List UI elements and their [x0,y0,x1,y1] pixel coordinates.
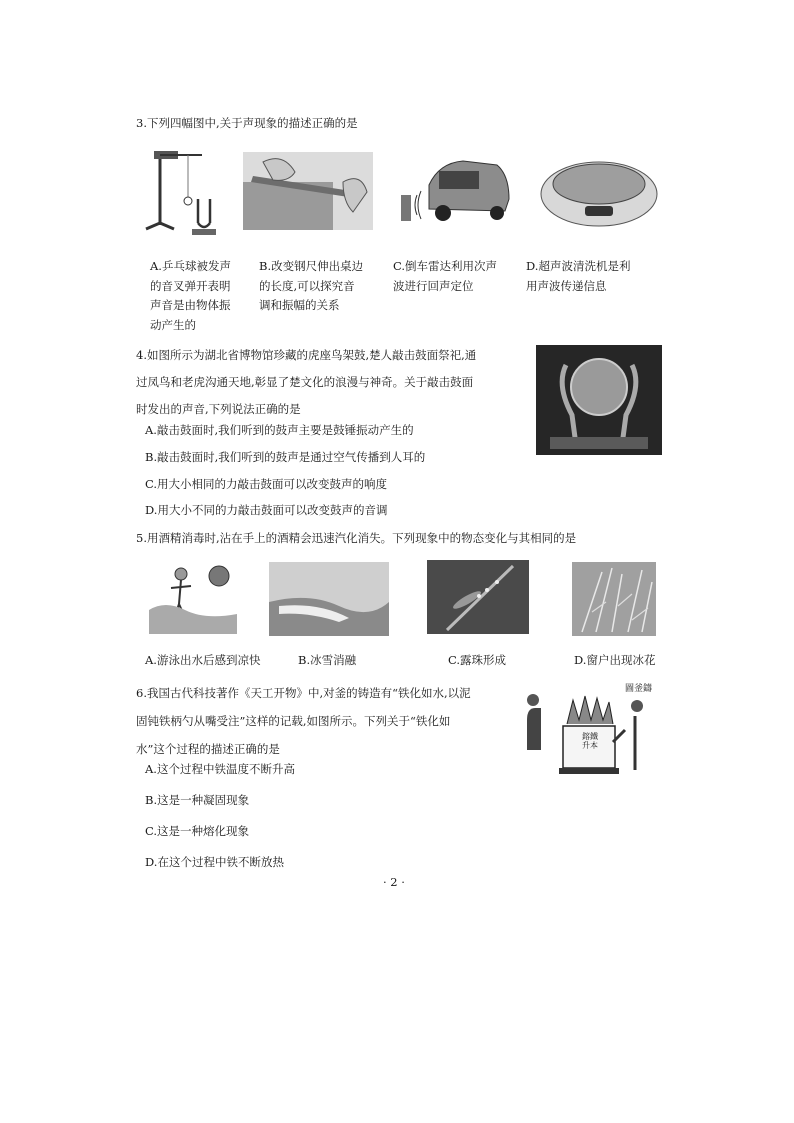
q6-option-c[interactable]: C.这是一种熔化现象 [145,824,250,838]
q3-option-b-line: 的长度,可以探究音 [259,278,355,293]
q3-option-c-line: 波进行回声定位 [393,278,474,293]
q4-stem [136,342,476,423]
q3-figure-car-radar [393,155,511,225]
q3-option-a-line: A.乒乓球被发声 [150,259,231,273]
q5-figure-dew-drops [427,560,529,634]
q3-stem: 3.下列四幅图中,关于声现象的描述正确的是 [136,116,358,130]
q3-option-b-line: B.改变钢尺伸出桌边 [259,259,364,273]
q5-option-b[interactable]: B.冰雪消融 [298,653,357,667]
q6-option-b[interactable]: B.这是一种凝固现象 [145,793,250,807]
q4-option-d[interactable]: D.用大小不同的力敲击鼓面可以改变鼓声的音调 [145,503,388,517]
q3-figure-tuning-fork [140,143,232,239]
q6-illustration-caption: 圖釜鑄 [625,684,653,694]
q6-furnace-label [579,732,601,750]
q3-option-d-line: D.超声波清洗机是利 [526,259,631,273]
q3-figure-ruler [243,152,373,230]
q3-option-a[interactable] [150,257,231,335]
q3-option-c[interactable] [393,257,497,296]
q4-option-c[interactable]: C.用大小相同的力敲击鼓面可以改变鼓声的响度 [145,477,388,491]
q3-option-a-line: 声音是由物体振 [150,298,231,312]
q4-option-b[interactable]: B.敲击鼓面时,我们听到的鼓声是通过空气传播到人耳的 [145,450,426,464]
q4-stem-line: 4.如图所示为湖北省博物馆珍藏的虎座鸟架鼓,楚人敲击鼓面祭祀,通 [136,348,477,362]
q6-furnace-label-line: 升本 [582,741,598,750]
q6-stem-line: 固钝铁柄勺从嘴受注”这样的记载,如图所示。下列关于“铁化如 [136,714,451,728]
q6-stem [136,679,471,763]
q3-option-a-line: 动产生的 [150,317,196,332]
q4-stem-line: 过凤鸟和老虎沟通天地,彰显了楚文化的浪漫与神奇。关于敲击鼓面 [136,375,474,389]
q5-option-c[interactable]: C.露珠形成 [448,653,507,667]
q3-option-a-line: 的音叉弹开表明 [150,278,231,293]
q4-figure-drum [536,345,662,455]
q3-option-b-line: 调和振幅的关系 [259,298,340,312]
q6-stem-line: 水”这个过程的描述正确的是 [136,742,280,756]
q3-option-c-line: C.倒车雷达利用次声 [393,259,498,273]
q6-option-a[interactable]: A.这个过程中铁温度不断升高 [145,762,295,776]
q5-stem: 5.用酒精消毒时,沾在手上的酒精会迅速汽化消失。下列现象中的物态变化与其相同的是 [136,531,577,545]
q3-option-d-line: 用声波传递信息 [526,278,607,293]
q3-option-d[interactable] [526,257,630,296]
q5-option-a[interactable]: A.游泳出水后感到凉快 [145,653,261,667]
page-number: · 2 · [383,875,405,889]
q3-figure-ultrasonic-cleaner [537,150,661,230]
q6-figure-casting-illustration [513,680,661,784]
q4-option-a[interactable]: A.敲击鼓面时,我们听到的鼓声主要是鼓锤振动产生的 [145,423,414,437]
q6-furnace-label-line: 鎔鐵 [582,732,598,741]
q4-stem-line: 时发出的声音,下列说法正确的是 [136,402,301,416]
q5-figure-swimmer [145,560,241,638]
q6-stem-line: 6.我国古代科技著作《天工开物》中,对釜的铸造有“铁化如水,以泥 [136,686,471,700]
q3-option-b[interactable] [259,257,363,316]
q6-option-d[interactable]: D.在这个过程中铁不断放热 [145,855,284,869]
q5-figure-frost-window [572,562,656,636]
q5-figure-melting-snow [269,562,389,636]
q5-option-d[interactable]: D.窗户出现冰花 [574,653,656,667]
